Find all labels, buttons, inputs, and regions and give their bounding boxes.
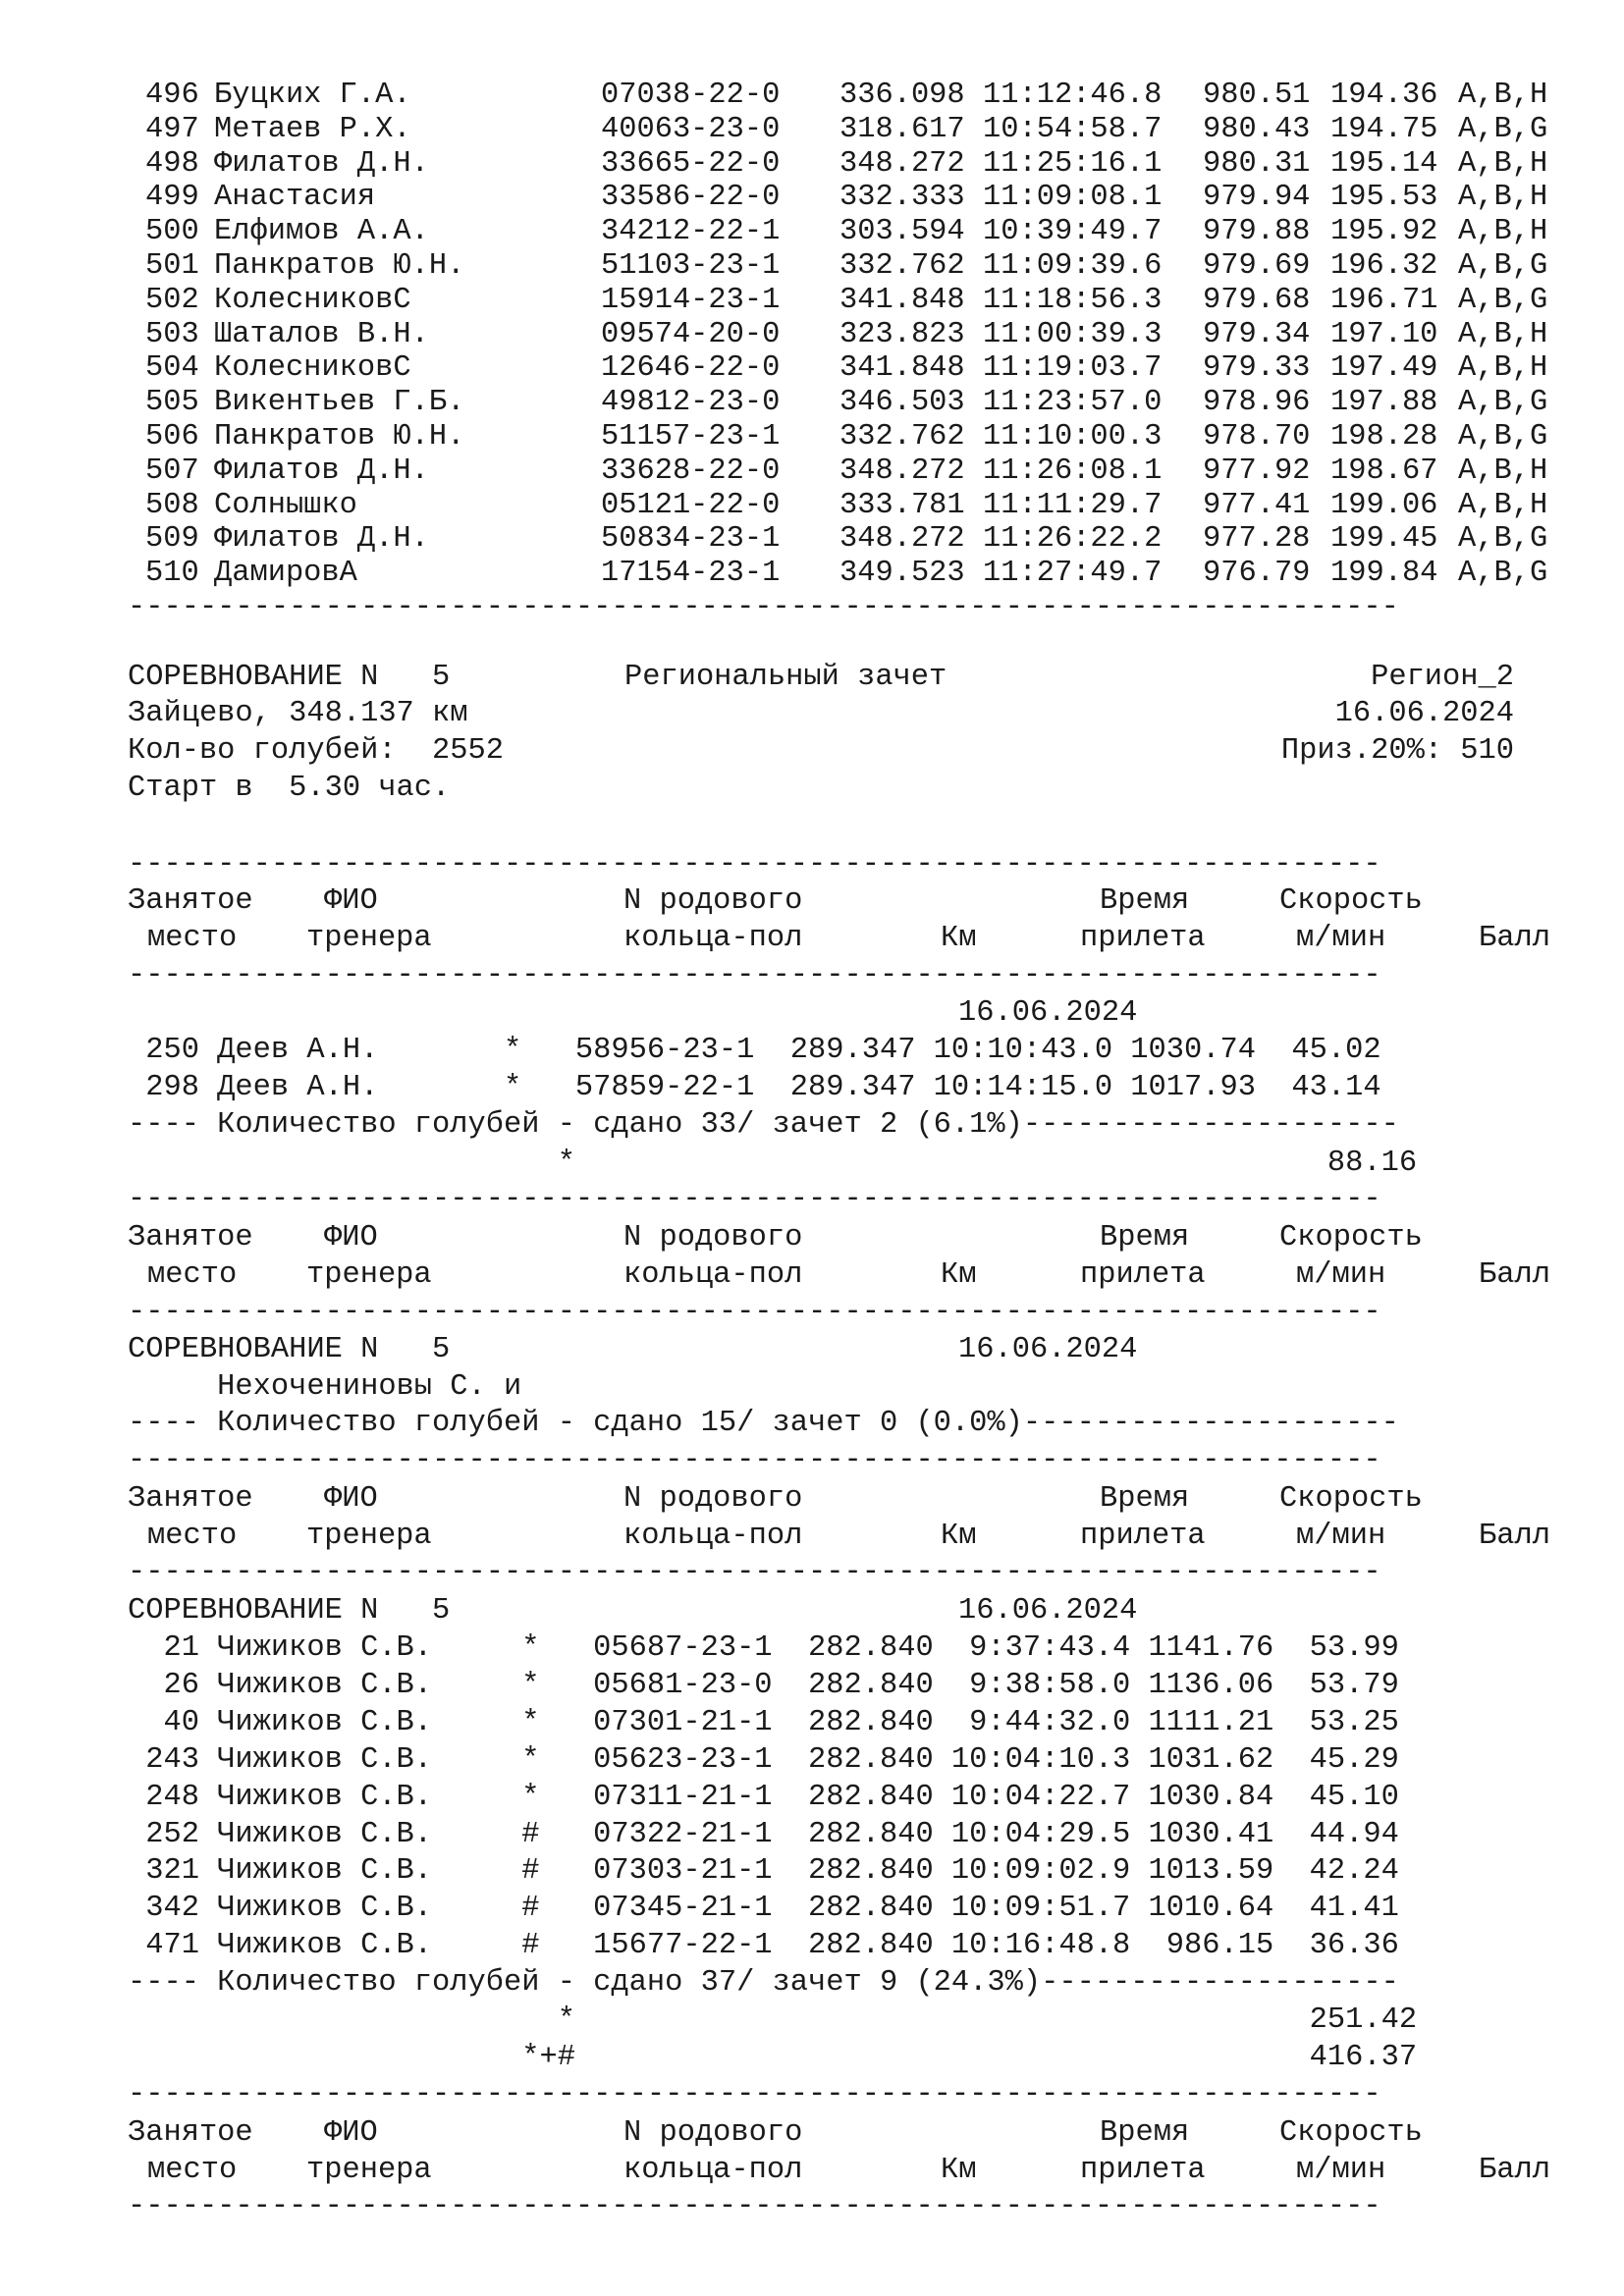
- result-name: Филатов Д.Н.: [214, 522, 429, 557]
- total-line: *+# 416.37: [128, 2041, 1418, 2074]
- result-place: 510: [145, 557, 199, 591]
- result-speed: 979.33: [1203, 351, 1311, 386]
- header-km: Км: [941, 922, 977, 955]
- header-ring-sub: кольца-пол: [623, 1258, 803, 1292]
- result-groups: A,B,H: [1458, 181, 1548, 215]
- release-location: Зайцево, 348.137 км: [128, 697, 468, 730]
- result-coef: 196.32: [1330, 249, 1438, 283]
- header-place: Занятое: [128, 1482, 253, 1516]
- result-name: Анастасия: [214, 181, 376, 215]
- result-time: 10:39:49.7: [983, 215, 1163, 249]
- result-km: 346.503: [839, 386, 965, 420]
- result-name: Панкратов Ю.Н.: [214, 420, 465, 454]
- result-ring: 49812-23-0: [601, 386, 781, 420]
- divider: ----------------------------------------------------------------------: [128, 2190, 1381, 2223]
- header-points: Балл: [1479, 2154, 1550, 2187]
- result-ring: 09574-20-0: [601, 317, 781, 351]
- result-time: 11:09:39.6: [983, 249, 1163, 283]
- result-coef: 198.28: [1330, 420, 1438, 454]
- result-km: 323.823: [839, 317, 965, 351]
- header-place: Занятое: [128, 1221, 253, 1255]
- result-coef: 194.75: [1330, 112, 1438, 146]
- result-place: 506: [145, 420, 199, 454]
- result-name: Елфимов А.А.: [214, 215, 429, 249]
- result-row: 321 Чижиков С.В. # 07303-21-1 282.840 10:09:02.9 1013.59 42.24: [128, 1854, 1399, 1889]
- result-place: 496: [145, 79, 199, 112]
- result-km: 303.594: [839, 215, 965, 249]
- result-speed: 978.96: [1203, 386, 1311, 420]
- header-name: ФИО: [324, 1482, 378, 1516]
- result-km: 349.523: [839, 557, 965, 591]
- header-ring-sub: кольца-пол: [623, 2154, 803, 2187]
- result-ring: 50834-23-1: [601, 522, 781, 557]
- result-row: 243 Чижиков С.В. * 05623-23-1 282.840 10:04:10.3 1031.62 45.29: [128, 1742, 1399, 1777]
- result-coef: 199.06: [1330, 488, 1438, 522]
- result-groups: A,B,H: [1458, 351, 1548, 386]
- result-coef: 199.84: [1330, 557, 1438, 591]
- header-points: Балл: [1479, 1520, 1550, 1553]
- result-time: 11:26:08.1: [983, 454, 1163, 488]
- result-groups: A,B,H: [1458, 146, 1548, 181]
- header-time: Время: [1100, 884, 1190, 918]
- header-speed-sub: м/мин: [1296, 2154, 1386, 2187]
- result-speed: 978.70: [1203, 420, 1311, 454]
- result-groups: A,B,G: [1458, 283, 1548, 317]
- block2-date: 16.06.2024: [958, 1333, 1138, 1366]
- result-ring: 51103-23-1: [601, 249, 781, 283]
- block2-name: Нехоченинoвы С. и: [128, 1370, 522, 1404]
- result-place: 500: [145, 215, 199, 249]
- result-speed: 979.94: [1203, 181, 1311, 215]
- divider: ----------------------------------------------------------------------: [128, 959, 1381, 992]
- header-speed: Скорость: [1279, 884, 1423, 918]
- result-name: Буцких Г.А.: [214, 79, 411, 112]
- start-time: Старт в 5.30 час.: [128, 772, 451, 805]
- result-km: 332.333: [839, 181, 965, 215]
- header-name: ФИО: [324, 2116, 378, 2150]
- result-ring: 33628-22-0: [601, 454, 781, 488]
- result-km: 348.272: [839, 522, 965, 557]
- result-time: 11:12:46.8: [983, 79, 1163, 112]
- header-place: Занятое: [128, 2116, 253, 2150]
- result-ring: 51157-23-1: [601, 420, 781, 454]
- result-row: 471 Чижиков С.В. # 15677-22-1 282.840 10:16:48.8 986.15 36.36: [128, 1929, 1399, 1963]
- result-speed: 979.88: [1203, 215, 1311, 249]
- result-row: 21 Чижиков С.В. * 05687-23-1 282.840 9:37:43.4 1141.76 53.99: [128, 1631, 1399, 1665]
- divider: ----------------------------------------------------------------------: [128, 1296, 1381, 1329]
- result-groups: A,B,H: [1458, 215, 1548, 249]
- result-time: 11:00:39.3: [983, 317, 1163, 351]
- result-km: 348.272: [839, 454, 965, 488]
- block2-summary: ---- Количество голубей - сдано 15/ зачет 0 (0.0%)---------------------: [128, 1407, 1399, 1440]
- result-time: 11:26:22.2: [983, 522, 1163, 557]
- result-place: 501: [145, 249, 199, 283]
- result-ring: 33586-22-0: [601, 181, 781, 215]
- result-place: 504: [145, 351, 199, 386]
- result-speed: 977.28: [1203, 522, 1311, 557]
- result-coef: 196.71: [1330, 283, 1438, 317]
- result-place: 509: [145, 522, 199, 557]
- region-label: Регион_2: [1371, 661, 1514, 694]
- result-time: 11:23:57.0: [983, 386, 1163, 420]
- result-ring: 17154-23-1: [601, 557, 781, 591]
- result-speed: 979.68: [1203, 283, 1311, 317]
- result-ring: 40063-23-0: [601, 112, 781, 146]
- header-ring: N родового: [623, 1221, 803, 1255]
- header-time-sub: прилета: [1080, 1258, 1206, 1292]
- result-row: 342 Чижиков С.В. # 07345-21-1 282.840 10:09:51.7 1010.64 41.41: [128, 1892, 1399, 1926]
- header-points: Балл: [1479, 922, 1550, 955]
- result-coef: 195.92: [1330, 215, 1438, 249]
- result-coef: 195.53: [1330, 181, 1438, 215]
- result-time: 11:11:29.7: [983, 488, 1163, 522]
- result-place: 508: [145, 488, 199, 522]
- block1-date: 16.06.2024: [958, 996, 1138, 1030]
- result-place: 497: [145, 112, 199, 146]
- header-name-sub: тренера: [306, 1520, 432, 1553]
- result-time: 11:25:16.1: [983, 146, 1163, 181]
- total-line: * 251.42: [128, 2003, 1418, 2037]
- result-km: 336.098: [839, 79, 965, 112]
- divider: ----------------------------------------------------------------------: [128, 2078, 1381, 2111]
- total-line: * 88.16: [128, 1147, 1418, 1180]
- header-name-sub: тренера: [306, 2154, 432, 2187]
- result-coef: 197.88: [1330, 386, 1438, 420]
- result-groups: A,B,G: [1458, 386, 1548, 420]
- result-coef: 198.67: [1330, 454, 1438, 488]
- result-groups: A,B,G: [1458, 420, 1548, 454]
- result-coef: 197.10: [1330, 317, 1438, 351]
- result-name: Шаталов В.Н.: [214, 317, 429, 351]
- header-time-sub: прилета: [1080, 922, 1206, 955]
- result-ring: 05121-22-0: [601, 488, 781, 522]
- result-ring: 34212-22-1: [601, 215, 781, 249]
- result-name: КолесниковС: [214, 351, 411, 386]
- result-row: 250 Деев А.Н. * 58956-23-1 289.347 10:10:43.0 1030.74 45.02: [128, 1034, 1381, 1067]
- result-name: Филатов Д.Н.: [214, 146, 429, 181]
- result-speed: 976.79: [1203, 557, 1311, 591]
- header-speed-sub: м/мин: [1296, 1520, 1386, 1553]
- result-speed: 980.51: [1203, 79, 1311, 112]
- result-coef: 197.49: [1330, 351, 1438, 386]
- header-place-sub: место: [147, 1520, 238, 1553]
- header-ring-sub: кольца-пол: [623, 1520, 803, 1553]
- result-row: 40 Чижиков С.В. * 07301-21-1 282.840 9:44:32.0 1111.21 53.25: [128, 1705, 1399, 1739]
- result-ring: 15914-23-1: [601, 283, 781, 317]
- divider: ----------------------------------------------------------------------: [128, 1183, 1381, 1216]
- header-time: Время: [1100, 1482, 1190, 1516]
- prize-count: Приз.20%: 510: [1280, 734, 1514, 768]
- result-groups: A,B,H: [1458, 317, 1548, 351]
- result-groups: A,B,G: [1458, 249, 1548, 283]
- header-km: Км: [941, 1520, 977, 1553]
- block2-title: СОРЕВНОВАНИЕ N 5: [128, 1333, 451, 1366]
- result-name: Панкратов Ю.Н.: [214, 249, 465, 283]
- competition-date: 16.06.2024: [1334, 697, 1514, 730]
- header-name: ФИО: [324, 884, 378, 918]
- competition-title: СОРЕВНОВАНИЕ N 5: [128, 661, 451, 694]
- result-ring: 07038-22-0: [601, 79, 781, 112]
- result-speed: 980.31: [1203, 146, 1311, 181]
- result-time: 11:09:08.1: [983, 181, 1163, 215]
- result-groups: A,B,G: [1458, 112, 1548, 146]
- scoring-type: Региональный зачет: [624, 661, 947, 694]
- result-km: 332.762: [839, 420, 965, 454]
- header-ring: N родового: [623, 1482, 803, 1516]
- result-ring: 12646-22-0: [601, 351, 781, 386]
- result-groups: A,B,G: [1458, 557, 1548, 591]
- result-row: 26 Чижиков С.В. * 05681-23-0 282.840 9:38:58.0 1136.06 53.79: [128, 1668, 1399, 1702]
- result-speed: 979.34: [1203, 317, 1311, 351]
- block3-title: СОРЕВНОВАНИЕ N 5: [128, 1594, 451, 1628]
- header-time: Время: [1100, 1221, 1190, 1255]
- header-place-sub: место: [147, 922, 238, 955]
- header-name: ФИО: [324, 1221, 378, 1255]
- result-coef: 194.36: [1330, 79, 1438, 112]
- result-name: ДамировА: [214, 557, 357, 591]
- result-coef: 195.14: [1330, 146, 1438, 181]
- header-time-sub: прилета: [1080, 2154, 1206, 2187]
- header-place-sub: место: [147, 2154, 238, 2187]
- header-time: Время: [1100, 2116, 1190, 2150]
- result-place: 503: [145, 317, 199, 351]
- result-name: Метаев Р.Х.: [214, 112, 411, 146]
- result-km: 348.272: [839, 146, 965, 181]
- result-speed: 977.41: [1203, 488, 1311, 522]
- result-time: 11:10:00.3: [983, 420, 1163, 454]
- header-speed-sub: м/мин: [1296, 922, 1386, 955]
- divider: ----------------------------------------------------------------------: [128, 848, 1381, 881]
- pigeon-count: Кол-во голубей: 2552: [128, 734, 504, 768]
- block1-summary: ---- Количество голубей - сдано 33/ зачет 2 (6.1%)---------------------: [128, 1108, 1399, 1142]
- result-name: Викентьев Г.Б.: [214, 386, 465, 420]
- result-groups: A,B,H: [1458, 488, 1548, 522]
- result-km: 332.762: [839, 249, 965, 283]
- result-row: 252 Чижиков С.В. # 07322-21-1 282.840 10:04:29.5 1030.41 44.94: [128, 1817, 1399, 1851]
- header-ring-sub: кольца-пол: [623, 922, 803, 955]
- result-name: КолесниковС: [214, 283, 411, 317]
- header-time-sub: прилета: [1080, 1520, 1206, 1553]
- result-speed: 979.69: [1203, 249, 1311, 283]
- divider: ----------------------------------------------------------------------: [128, 1444, 1381, 1477]
- result-speed: 977.92: [1203, 454, 1311, 488]
- header-ring: N родового: [623, 2116, 803, 2150]
- header-km: Км: [941, 2154, 977, 2187]
- header-speed: Скорость: [1279, 1221, 1423, 1255]
- result-time: 11:19:03.7: [983, 351, 1163, 386]
- header-points: Балл: [1479, 1258, 1550, 1292]
- result-place: 505: [145, 386, 199, 420]
- header-km: Км: [941, 1258, 977, 1292]
- header-speed: Скорость: [1279, 1482, 1423, 1516]
- header-speed-sub: м/мин: [1296, 1258, 1386, 1292]
- result-coef: 199.45: [1330, 522, 1438, 557]
- divider: ----------------------------------------------------------------------: [128, 1556, 1381, 1589]
- result-ring: 33665-22-0: [601, 146, 781, 181]
- result-groups: A,B,H: [1458, 79, 1548, 112]
- block3-date: 16.06.2024: [958, 1594, 1138, 1628]
- header-place: Занятое: [128, 884, 253, 918]
- result-km: 318.617: [839, 112, 965, 146]
- result-time: 11:27:49.7: [983, 557, 1163, 591]
- result-place: 498: [145, 146, 199, 181]
- result-speed: 980.43: [1203, 112, 1311, 146]
- result-groups: A,B,G: [1458, 522, 1548, 557]
- result-place: 502: [145, 283, 199, 317]
- result-row: 248 Чижиков С.В. * 07311-21-1 282.840 10:04:22.7 1030.84 45.10: [128, 1780, 1399, 1814]
- result-km: 341.848: [839, 351, 965, 386]
- result-groups: A,B,H: [1458, 454, 1548, 488]
- result-place: 499: [145, 181, 199, 215]
- header-speed: Скорость: [1279, 2116, 1423, 2150]
- result-km: 341.848: [839, 283, 965, 317]
- header-ring: N родового: [623, 884, 803, 918]
- result-time: 11:18:56.3: [983, 283, 1163, 317]
- result-row: 298 Деев А.Н. * 57859-22-1 289.347 10:14:15.0 1017.93 43.14: [128, 1071, 1381, 1104]
- result-place: 507: [145, 454, 199, 488]
- result-name: Солнышко: [214, 488, 357, 522]
- header-place-sub: место: [147, 1258, 238, 1292]
- top-divider: -----------------------------------------------------------------------: [128, 591, 1399, 624]
- result-km: 333.781: [839, 488, 965, 522]
- header-name-sub: тренера: [306, 922, 432, 955]
- header-name-sub: тренера: [306, 1258, 432, 1292]
- block3-summary: ---- Количество голубей - сдано 37/ зачет 9 (24.3%)--------------------: [128, 1966, 1399, 2000]
- result-time: 10:54:58.7: [983, 112, 1163, 146]
- result-name: Филатов Д.Н.: [214, 454, 429, 488]
